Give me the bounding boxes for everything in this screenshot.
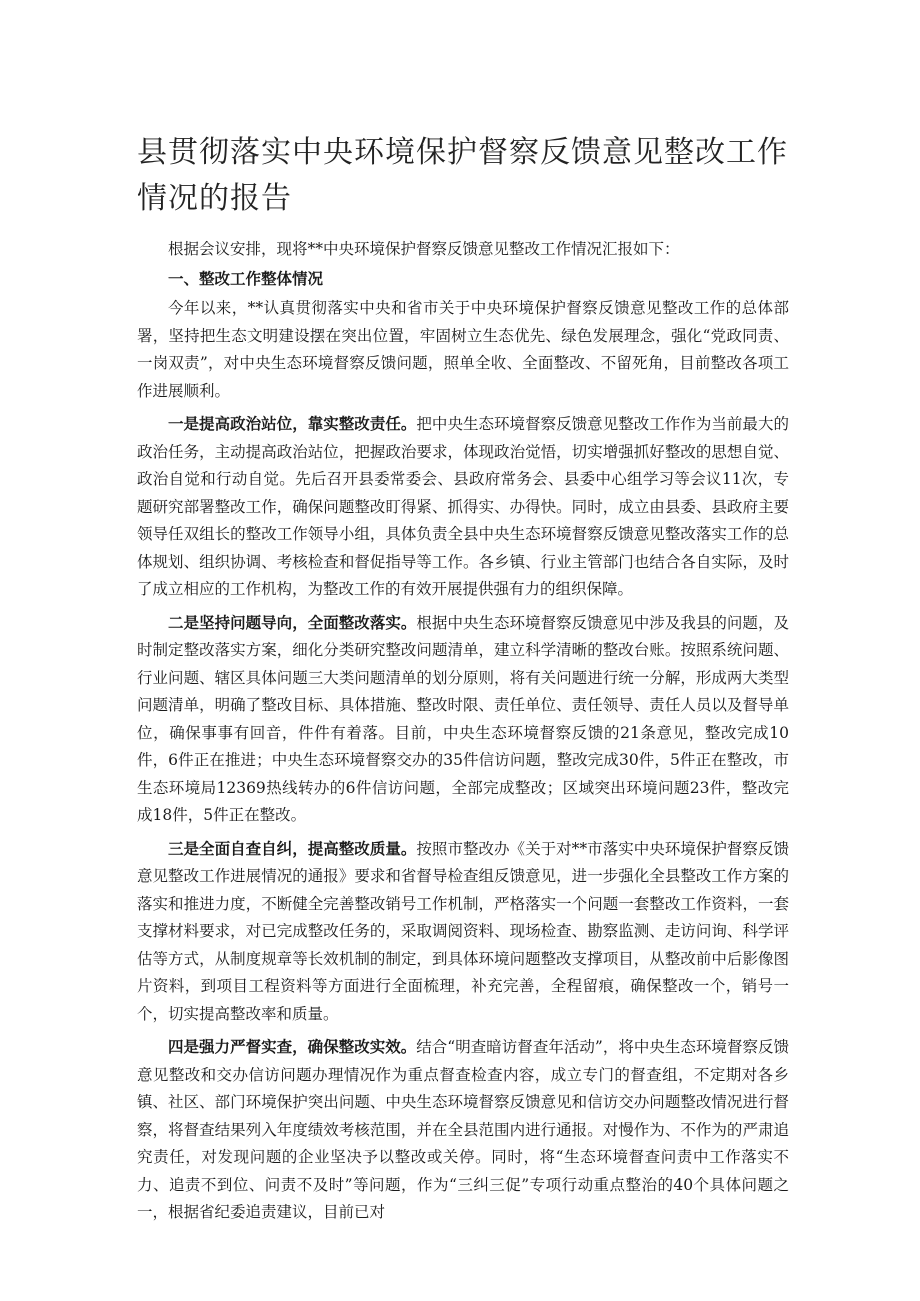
point-body-3: 按照市整改办《关于对**市落实中央环境保护督察反馈意见整改工作进展情况的通报》要求和省督导检查组反馈意见，进一步强化全县整改工作方案的落实和推进力度，不断健全完善整改销号工作机制，严格落实一个问题一套整改工作资料，一套支撑材料要求，对已完成整改任务的，采取调阅资料、现场检查、勘察监测、走访问询、科学评估等方式，从制度规章等长效机制的制定，到具体环境问题整改支撑项目，从整改前中后影像图片资料，到项目工程资料等方面进行全面梳理，补充完善，全程留痕，确保整改一个，销号一个，切实提高整改率和质量。 — [137, 839, 789, 1023]
point-paragraph-1 — [137, 411, 789, 604]
section-heading-1: 一、整改工作整体情况 — [168, 269, 324, 288]
intro-paragraph: 根据会议安排，现将**中央环境保护督察反馈意见整改工作情况汇报如下： — [168, 240, 680, 258]
point-paragraph-2 — [137, 610, 789, 830]
point-body-2: 根据中央生态环境督察反馈意见中涉及我县的问题，及时制定整改落实方案，细化分类研究整改问题清单，建立科学清晰的整改台账。按照系统问题、行业问题、辖区具体问题三大类问题清单的划分原则，将有关问题进行统一分解，形成两大类型问题清单，明确了整改目标、具体措施、整改时限、责任单位、责任领导、责任人员以及督导单位，确保事事有回音，件件有着落。目前，中央生态环境督察反馈的21条意见，整改完成10件，6件正在推进；中央生态环境督察交办的35件信访问题，整改完成30件，5件正在整改，市生态环境局12369热线转办的6件信访问题，全部完成整改；区域突出环境问题23件，整改完成18件，5件正在整改。 — [137, 613, 789, 824]
document-title: 县贯彻落实中央环境保护督察反馈意见整改工作情况的报告 — [137, 135, 788, 216]
point-body-1: 把中央生态环境督察反馈意见整改工作作为当前最大的政治任务，主动提高政治站位，把握政治要求，体现政治觉悟，切实增强抓好整改的思想自觉、政治自觉和行动自觉。先后召开县委常委会、县政府常务会、县委中心组学习等会议11次，专题研究部署整改工作，确保问题整改盯得紧、抓得实、办得快。同时，成立由县委、县政府主要领导任双组长的整改工作领导小组，具体负责全县中央生态环境督察反馈意见整改落实工作的总体规划、组织协调、考核检查和督促指导等工作。各乡镇、行业主管部门也结合各自实际，及时了成立相应的工作机构，为整改工作的有效开展提供强有力的组织保障。 — [137, 415, 789, 598]
point-paragraph-4 — [137, 1034, 789, 1227]
point-lead-4: 四是强力严督实查，确保整改实效。 — [168, 1038, 417, 1056]
point-lead-2: 二是坚持问题导向，全面整改落实。 — [168, 613, 417, 632]
overview-paragraph: 今年以来，**认真贯彻落实中央和省市关于中央环境保护督察反馈意见整改工作的总体部署，坚持把生态文明建设摆在突出位置，牢固树立生态优先、绿色发展理念，强化“党政同责、一岗双责”，对中央生态环境督察反馈问题，照单全收、全面整改、不留死角，目前整改各项工作进展顺利。 — [137, 299, 789, 400]
point-paragraph-3 — [137, 836, 789, 1029]
document-page — [137, 130, 789, 1233]
point-body-4: 结合“明查暗访督查年活动”，将中央生态环境督察反馈意见整改和交办信访问题办理情况作为重点督查检查内容，成立专门的督查组，不定期对各乡镇、社区、部门环境保护突出问题、中央生态环境督察反馈意见和信访交办问题整改情况进行督察，将督查结果列入年度绩效考核范围，并在全县范围内进行通报。对慢作为、不作为的严肃追究责任，对发现问题的企业坚决予以整改或关停。同时，将“生态环境督查问责中工作落实不力、追责不到位、问责不及时”等问题，作为“三纠三促”专项行动重点整治的40个具体问题之一，根据省纪委追责建议，目前已对 — [137, 1038, 789, 1221]
point-lead-1: 一是提高政治站位，靠实整改责任。 — [168, 415, 417, 433]
point-lead-3: 三是全面自查自纠，提高整改质量。 — [168, 839, 417, 858]
